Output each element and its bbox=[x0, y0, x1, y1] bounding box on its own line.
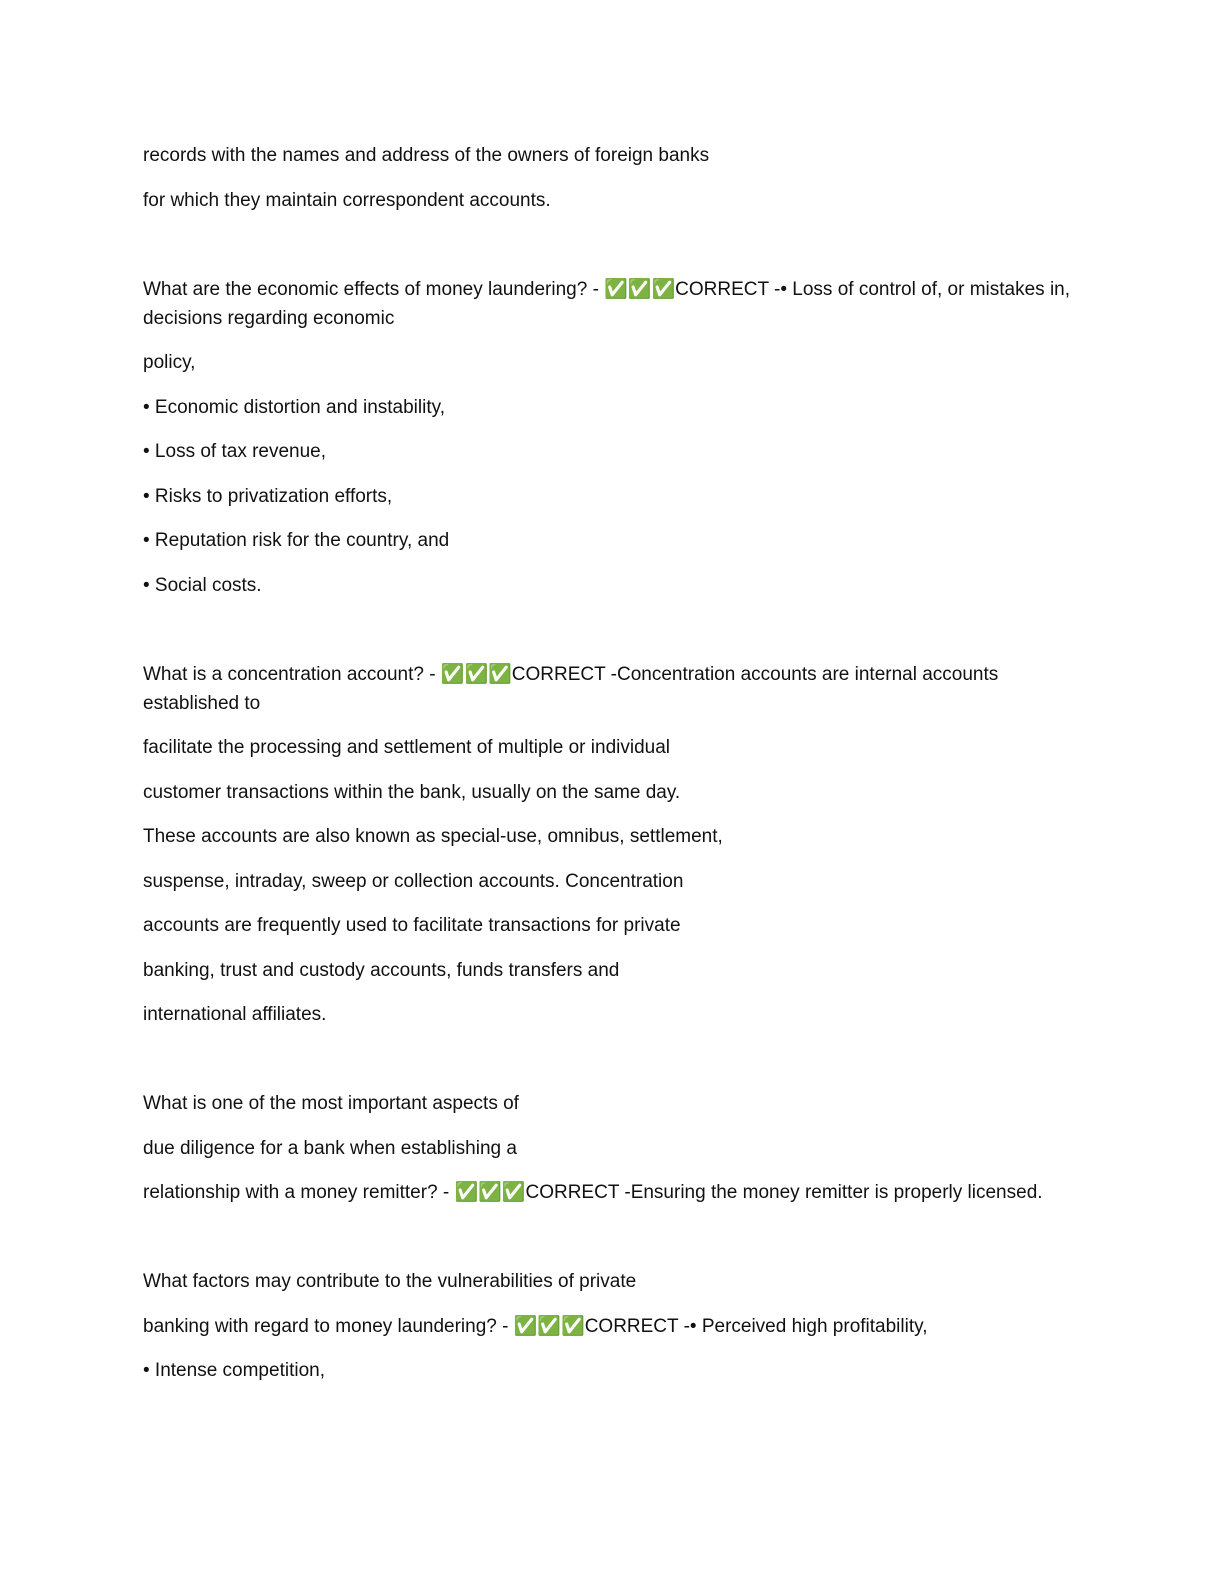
paragraph-gap bbox=[143, 230, 1078, 275]
text-line: relationship with a money remitter? - ✅✅✅CORRECT -Ensuring the money remitter is properly licensed. bbox=[143, 1182, 1043, 1203]
paragraph-gap bbox=[143, 1223, 1078, 1268]
bullet-item: • Risks to privatization efforts, bbox=[143, 485, 393, 507]
question-economic-effects: What are the economic effects of money laundering? - ✅✅✅CORRECT -• Loss of control of, or mistakes in, decisions regarding economic bbox=[143, 278, 1071, 329]
text-line: due diligence for a bank when establishing a bbox=[143, 1137, 517, 1159]
question-concentration-account: What is a concentration account? - ✅✅✅CORRECT -Concentration accounts are internal accounts established to bbox=[143, 663, 999, 714]
bullet-item: • Intense competition, bbox=[143, 1360, 325, 1381]
text-line: for which they maintain correspondent accounts. bbox=[143, 189, 551, 211]
text-line: These accounts are also known as special-use, omnibus, settlement, bbox=[143, 826, 723, 847]
document-body bbox=[143, 141, 1078, 1401]
text-line: international affiliates. bbox=[143, 1004, 327, 1025]
question-private-banking: What factors may contribute to the vulnerabilities of private bbox=[143, 1271, 637, 1292]
paragraph-gap bbox=[143, 1045, 1078, 1090]
bullet-item: • Social costs. bbox=[143, 574, 262, 596]
bullet-item: • Economic distortion and instability, bbox=[143, 396, 445, 418]
text-line: banking, trust and custody accounts, funds transfers and bbox=[143, 959, 620, 981]
paragraph-gap bbox=[143, 615, 1078, 660]
bullet-item: • Reputation risk for the country, and bbox=[143, 530, 450, 551]
text-line: accounts are frequently used to facilitate transactions for private bbox=[143, 915, 681, 936]
text-line: records with the names and address of the owners of foreign banks bbox=[143, 145, 710, 166]
question-money-remitter: What is one of the most important aspects of bbox=[143, 1093, 519, 1114]
text-line: banking with regard to money laundering? - ✅✅✅CORRECT -• Perceived high profitability, bbox=[143, 1315, 928, 1337]
text-line: facilitate the processing and settlement of multiple or individual bbox=[143, 737, 671, 758]
text-line: policy, bbox=[143, 352, 196, 373]
text-line: suspense, intraday, sweep or collection accounts. Concentration bbox=[143, 870, 684, 892]
text-line: customer transactions within the bank, usually on the same day. bbox=[143, 781, 681, 803]
bullet-item: • Loss of tax revenue, bbox=[143, 441, 327, 462]
